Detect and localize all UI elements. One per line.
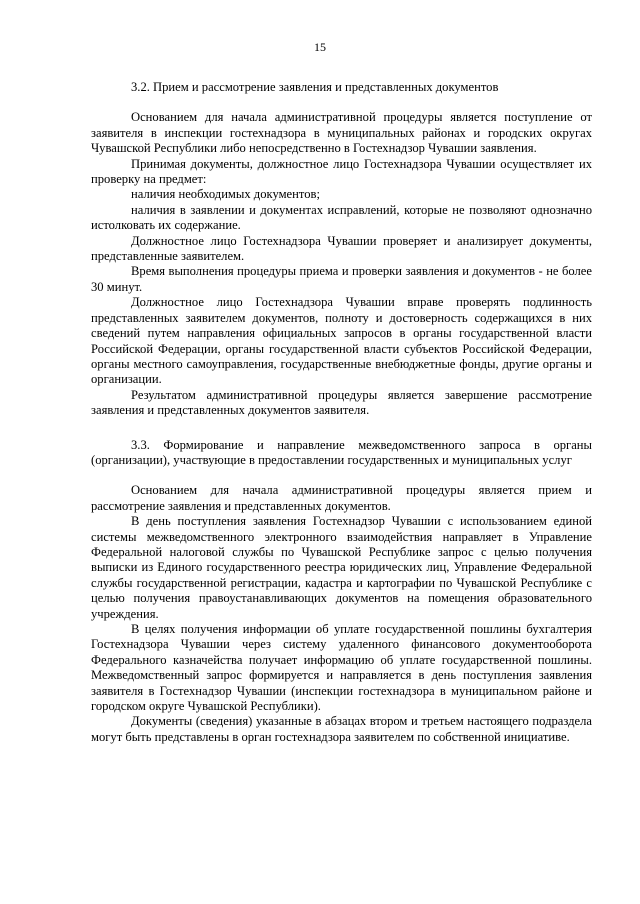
paragraph: Должностное лицо Гостехнадзора Чувашии проверяет и анализирует документы, представленные заявителем. xyxy=(91,233,592,264)
section-3-3-heading: 3.3. Формирование и направление межведомственного запроса в органы (организации), участвующие в предоставлении государственных и муниципальных услуг xyxy=(91,437,592,467)
paragraph: Принимая документы, должностное лицо Гостехнадзора Чувашии осуществляет их проверку на предмет: xyxy=(91,156,592,187)
paragraph: Документы (сведения) указанные в абзацах втором и третьем настоящего подраздела могут быть представлены в орган гостехнадзора заявителем по собственной инициативе. xyxy=(91,714,592,744)
paragraph: В день поступления заявления Гостехнадзор Чувашии с использованием единой системы межведомственного электронного взаимодействия направляет в Управление Федеральной налоговой службы по Чувашской Республике запрос с целью получения выписки из Единого государственного реестра юридических лиц, Управление Федеральной службы государственной регистрации, кадастра и картографии по Чувашской Республике с целью получения правоустанавливающих документов на помещения образовательного учреждения. xyxy=(91,514,592,621)
paragraph: Основанием для начала административной процедуры является поступление от заявителя в инспекции гостехнадзора в муниципальных районах и городских округах Чувашской Республики либо непосредственно в Гостехнадзор Чувашии заявления. xyxy=(91,110,592,156)
spacer xyxy=(91,468,592,483)
paragraph: Результатом административной процедуры является завершение рассмотрение заявления и представленных документов заявителя. xyxy=(91,387,592,418)
paragraph: наличия необходимых документов; xyxy=(131,187,320,202)
paragraph: наличия в заявлении и документах исправлений, которые не позволяют однозначно истолковать их содержание. xyxy=(91,202,592,233)
spacer xyxy=(91,419,592,438)
paragraph: Основанием для начала административной процедуры является прием и рассмотрение заявления и представленных документов. xyxy=(91,483,592,513)
section-3-2-heading: 3.2. Прием и рассмотрение заявления и представленных документов xyxy=(131,80,499,94)
section-3-2 xyxy=(91,80,592,419)
spacer xyxy=(91,95,592,110)
paragraph: Время выполнения процедуры приема и проверки заявления и документов - не более 30 минут. xyxy=(91,264,592,294)
page-number: 15 xyxy=(314,40,326,54)
page-content xyxy=(91,80,592,745)
paragraph: Должностное лицо Гостехнадзора Чувашии вправе проверять подлинность представленных заявителем документов, полноту и достоверность содержащихся в них сведений путем направления официальных запросов в органы государственной власти Российской Федерации, органы государственной власти субъектов Российской Федерации, органы местного самоуправления, государственные внебюджетные фонды, другие органы и организации. xyxy=(91,295,592,387)
paragraph: В целях получения информации об уплате государственной пошлины бухгалтерия Гостехнадзора Чувашии через систему удаленного финансового документооборота Федерального казначейства получает информацию об уплате государственной пошлины. Межведомственный запрос формируется и направляется в день поступления заявления заявителя в Гостехнадзор Чувашии (инспекции гостехнадзора в муниципальном районе и городском округе Чувашской Республики). xyxy=(91,622,592,714)
section-3-3 xyxy=(91,438,592,746)
